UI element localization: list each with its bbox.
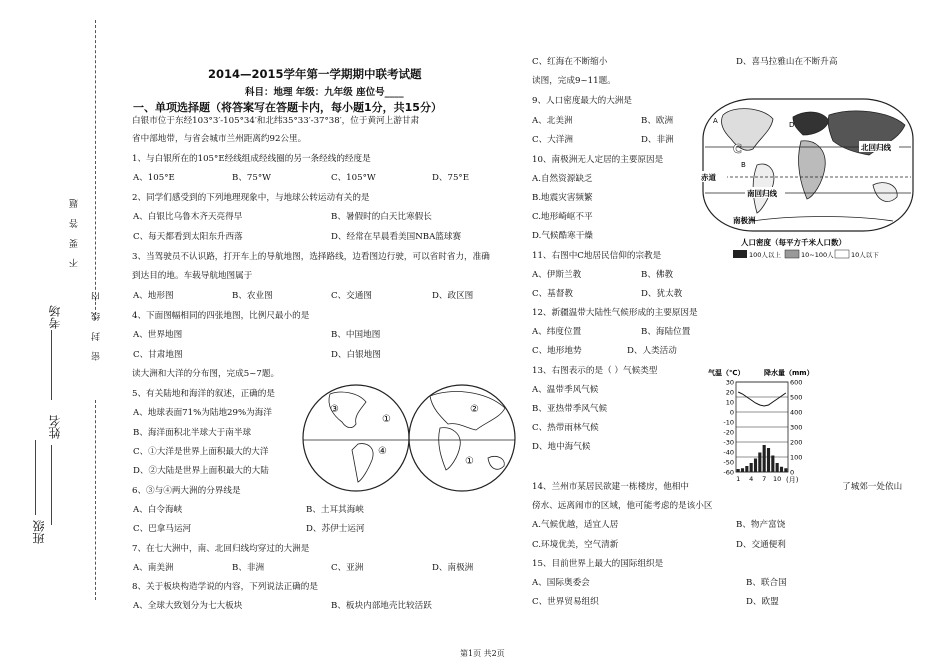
precip-bar [741, 468, 744, 472]
question-15: 15、目前世界上最大的国际组织是 [532, 559, 664, 569]
x-tick-label: 1 [736, 475, 741, 483]
question-9: 9、人口密度最大的大洲是 [532, 96, 632, 106]
q8-option-d: D、喜马拉雅山在不断升高 [736, 57, 838, 67]
q14-option-a: A.气候优越，适宜人居 [532, 520, 619, 530]
equator-label: 赤道 [701, 173, 716, 182]
no-answer-label: 不 要 答 题 [70, 195, 80, 268]
globe-number-4: ④ [378, 446, 387, 457]
question-3-line-1: 3、当驾驶员不认识路，打开车上的导航地图，选择路线，边看图边行驶，可以省时省力，准确 [132, 252, 490, 262]
globe-number-1-west: ① [382, 414, 391, 425]
antarctica-label: 南极洲 [733, 216, 756, 225]
q10-option-b: B.地震灾害频繁 [532, 193, 593, 203]
exam-title: 2014—2015学年第一学期期中联考试题 [208, 67, 422, 81]
q3-option-a: A、地形图 [133, 291, 174, 301]
question-14-line-2: 傍水、远离闹市的区域，他可能考虑的是该小区 [532, 501, 713, 511]
population-density-map [693, 95, 920, 261]
q1-option-b: B、75°W [232, 173, 271, 183]
question-13: 13、右图表示的是（ ）气候类型 [532, 366, 658, 376]
question-5: 5、有关陆地和海洋的叙述，正确的是 [132, 389, 275, 399]
q12-option-b: B、海陆位置 [641, 327, 691, 337]
q3-option-d: D、政区图 [432, 291, 474, 301]
seal-line-label: 密 封 线 内 [92, 288, 102, 361]
question-7: 7、在七大洲中，南、北回归线均穿过的大洲是 [132, 544, 310, 554]
q6-option-b: B、土耳其海峡 [306, 505, 364, 515]
q13-option-a: A、温带季风气候 [532, 385, 599, 395]
q2-option-c: C、每天都看到太阳东升西落 [133, 232, 243, 242]
chart-xlabel-unit: (月) [786, 476, 799, 484]
section-heading: 一、单项选择题（将答案写在答题卡内，每小题1分，共15分） [133, 101, 442, 114]
climate-chart [706, 366, 814, 484]
precip-bar [767, 448, 770, 472]
legend-mid: 10~100人 [801, 251, 834, 259]
south-america-outline [352, 444, 373, 482]
q4-option-b: B、中国地图 [331, 330, 381, 340]
q7-option-a: A、南美洲 [133, 563, 174, 573]
precip-tick-label: 400 [790, 408, 803, 417]
x-tick-label: 10 [773, 475, 782, 483]
hemisphere-map [300, 382, 520, 494]
class-label: 班级 [32, 520, 46, 544]
question-6: 6、③与④两大洲的分界线是 [132, 486, 241, 496]
temp-tick-label: 20 [725, 388, 734, 397]
q1-option-a: A、105°E [133, 173, 175, 183]
precip-bar [750, 463, 753, 472]
precip-bar [745, 466, 748, 472]
temp-tick-label: -10 [723, 418, 734, 427]
globe-number-2: ② [470, 404, 479, 415]
precip-bar [784, 468, 787, 472]
temp-tick-label: -30 [723, 438, 734, 447]
legend-low: 10人以下 [851, 251, 879, 259]
q4-option-d: D、白银地图 [331, 350, 381, 360]
question-10: 10、南极洲无人定居的主要原因是 [532, 155, 664, 165]
precip-bar [780, 467, 783, 472]
question-2: 2、同学们感受到的下列地理现象中，与地球公转运动有关的是 [132, 193, 370, 203]
exam-room-label: 考场 [48, 305, 62, 329]
question-12: 12、新疆温带大陆性气候形成的主要原因是 [532, 308, 698, 318]
map-letter-d: D [789, 121, 795, 129]
precip-tick-label: 300 [790, 423, 803, 432]
question-14-tail: 了城郊一处依山 [842, 482, 903, 492]
q6-option-a: A、白令海峡 [133, 505, 183, 515]
q9-option-d: D、非洲 [641, 135, 674, 145]
precip-tick-label: 600 [790, 378, 803, 387]
map-letter-a: A [713, 117, 718, 125]
q13-option-b: B、亚热带季风气候 [532, 404, 608, 414]
eastern-hemisphere-circle [409, 385, 515, 491]
western-hemisphere-circle [303, 385, 409, 491]
globe-number-1: ① [465, 456, 474, 467]
q12-option-d: D、人类活动 [627, 346, 677, 356]
q11-option-d: D、犹太教 [641, 289, 683, 299]
page-footer: 第1页 共2页 [460, 649, 505, 658]
chart-ylabel-right: 降水量（mm） [764, 369, 814, 377]
precip-tick-label: 500 [790, 393, 803, 402]
q15-option-d: D、欧盟 [746, 597, 779, 607]
precip-tick-label: 100 [790, 453, 803, 462]
question-11: 11、右图中C地居民信仰的宗教是 [532, 251, 662, 261]
q6-option-c: C、巴拿马运河 [133, 524, 192, 534]
map-letter-c: C [733, 142, 742, 156]
precip-tick-label: 200 [790, 438, 803, 447]
intro-line-1: 白银市位于东经103°3′-105°34′和北纬35°33′-37°38′，位于黄河上游甘肃 [132, 116, 420, 126]
q5-option-b: B、海洋面积北半球大于南半球 [133, 428, 252, 438]
q15-option-b: B、联合国 [746, 578, 787, 588]
q14-option-c: C.环境优美，空气清新 [532, 540, 619, 550]
x-tick-label: 4 [749, 475, 754, 483]
precip-bar [776, 463, 779, 472]
temp-tick-label: -60 [723, 468, 734, 477]
legend-high: 100人以上 [749, 251, 781, 259]
q6-option-d: D、苏伊士运河 [306, 524, 365, 534]
question-1: 1、与白银所在的105°E经线组成经线圈的另一条经线的经度是 [132, 154, 371, 164]
question-4: 4、下面图幅相同的四张地图，比例尺最小的是 [132, 311, 310, 321]
q3-option-b: B、农业图 [232, 291, 273, 301]
intro-line-2: 省中部地带，与省会城市兰州距离约92公里。 [132, 134, 307, 144]
q14-option-b: B、物产富饶 [736, 520, 786, 530]
temp-tick-label: -20 [723, 428, 734, 437]
exam-room-line [51, 330, 52, 400]
q2-option-d: D、经常在早晨看美国NBA篮球赛 [331, 232, 462, 242]
q2-option-b: B、暑假时的白天比寒假长 [331, 212, 432, 222]
q12-option-c: C、地形地势 [532, 346, 582, 356]
q12-option-a: A、纬度位置 [532, 327, 582, 337]
q5-option-c: C、①大洋是世界上面积最大的大洋 [133, 447, 269, 457]
q11-option-a: A、伊斯兰教 [532, 270, 582, 280]
name-line [51, 445, 52, 525]
q4-option-c: C、甘肃地图 [133, 350, 183, 360]
q7-option-c: C、亚洲 [331, 563, 364, 573]
africa-outline [439, 428, 461, 470]
q13-option-d: D、地中海气候 [532, 442, 591, 452]
temp-tick-label: -50 [723, 458, 734, 467]
q8-option-b: B、板块内部地壳比较活跃 [331, 601, 432, 611]
q3-option-c: C、交通图 [331, 291, 372, 301]
q10-option-c: C.地形崎岖不平 [532, 212, 593, 222]
precip-bar [754, 459, 757, 473]
temp-tick-label: 10 [725, 398, 734, 407]
precip-bar [763, 445, 766, 472]
q7-option-d: D、南极洲 [432, 563, 474, 573]
subject-line: 科目：地理 年级：九年级 座位号____ [245, 87, 404, 98]
legend-swatch-low [835, 250, 849, 258]
q10-option-a: A.自然资源缺乏 [532, 174, 593, 184]
precip-bar [758, 453, 761, 473]
globe-number-3: ③ [330, 404, 339, 415]
climate-plot-area [723, 379, 802, 484]
x-tick-label: 7 [762, 475, 767, 483]
q9-option-a: A、北美洲 [532, 116, 573, 126]
q1-option-d: D、75°E [432, 173, 469, 183]
q4-option-a: A、世界地图 [133, 330, 183, 340]
q11-option-c: C、基督教 [532, 289, 573, 299]
q9-option-c: C、大洋洲 [532, 135, 573, 145]
question-8: 8、关于板块构造学说的内容，下列说法正确的是 [132, 582, 318, 592]
q10-option-d: D.气候酷寒干燥 [532, 231, 593, 241]
q8-option-a: A、全球大致划分为七大板块 [133, 601, 243, 611]
q15-option-a: A、国际奥委会 [532, 578, 590, 588]
seal-dashed-line-bottom [95, 400, 96, 600]
q13-option-c: C、热带雨林气候 [532, 423, 599, 433]
q1-option-c: C、105°W [331, 173, 376, 183]
question-3-line-2: 到达目的地。车载导航地图属于 [132, 271, 253, 281]
temp-tick-label: 30 [725, 378, 734, 387]
map-letter-b: B [741, 161, 746, 169]
class-line [35, 440, 36, 515]
seal-dashed-line-top [95, 20, 96, 320]
q7-option-b: B、非洲 [232, 563, 265, 573]
temp-tick-label: 0 [729, 408, 734, 417]
south-tropic-label: 南回归线 [747, 189, 777, 198]
temp-tick-label: -40 [723, 448, 734, 457]
legend-swatch-mid [785, 250, 799, 258]
q8-option-c: C、红海在不断缩小 [532, 57, 608, 67]
legend-swatch-high [733, 250, 747, 258]
north-tropic-label: 北回归线 [861, 143, 891, 152]
temperature-line [738, 392, 786, 406]
q9-option-b: B、欧洲 [641, 116, 674, 126]
q11-option-b: B、佛教 [641, 270, 674, 280]
q15-option-c: C、世界贸易组织 [532, 597, 599, 607]
name-label: 姓名 [48, 415, 62, 439]
read-9-11: 读图，完成9~11题。 [532, 76, 616, 86]
legend-title: 人口密度（每平方千米人口数） [741, 238, 846, 247]
precip-bar [771, 456, 774, 473]
chart-ylabel-left: 气温（℃） [708, 369, 745, 377]
precip-bar [737, 469, 740, 472]
precip-tick-label: 0 [790, 468, 795, 477]
eurasia-outline [430, 392, 505, 430]
q5-option-a: A、地球表面71%为陆地29%为海洋 [133, 408, 272, 418]
q5-option-d: D、②大陆是世界上面积最大的大陆 [133, 466, 269, 476]
read-5-7: 读大洲和大洋的分布图，完成5~7题。 [132, 369, 280, 379]
q2-option-a: A、白银比乌鲁木齐天亮得早 [133, 212, 243, 222]
australia-outline [488, 456, 504, 469]
question-14-line-1: 14、兰州市某居民欲建一栋楼房，他相中 [532, 482, 690, 492]
q14-option-d: D、交通便利 [736, 540, 786, 550]
